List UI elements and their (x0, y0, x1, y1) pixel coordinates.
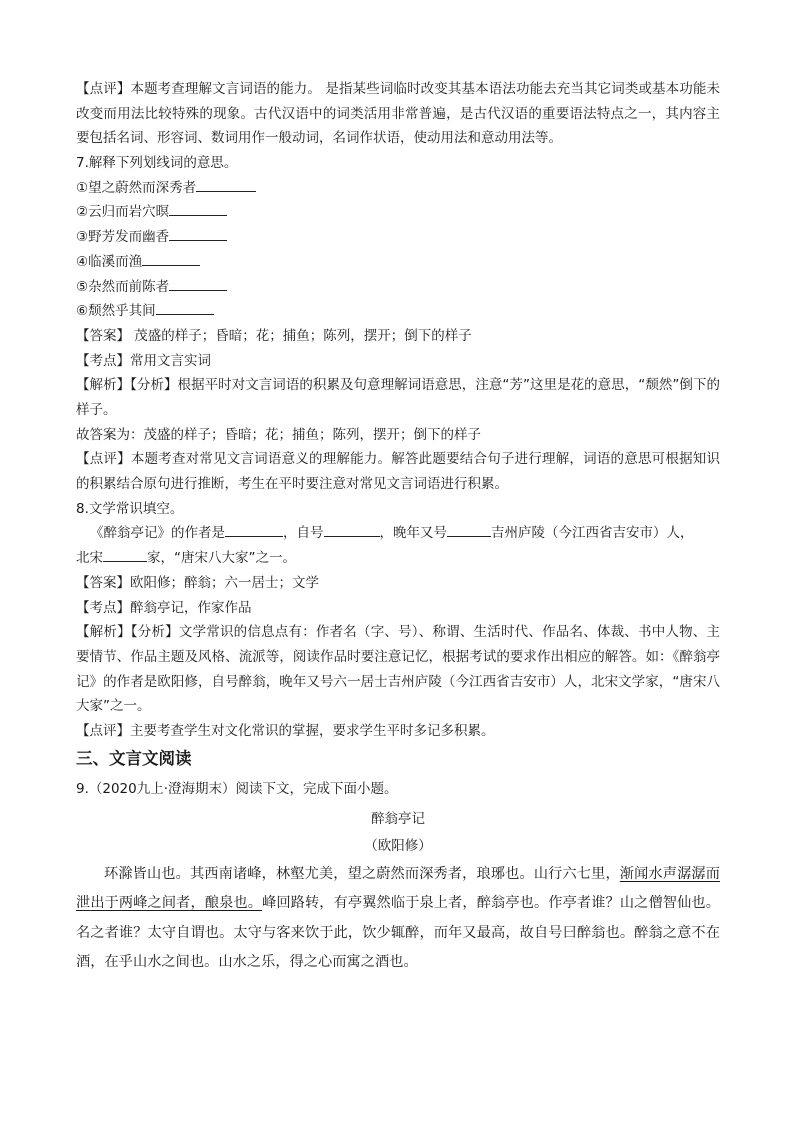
question-7-item-1: ①望之蔚然而深秀者 (76, 176, 720, 201)
underlined-sentence: 出于两峰之间者，酿泉也。 (90, 895, 263, 912)
question-7-analysis: 【解析】【分析】根据平时对文言词语的积累及句意理解词语意思，注意“芳”这里是花的意思，“颓然”倒下的样子。 (76, 377, 720, 418)
answer-blank (447, 522, 491, 537)
question-7-stem: 7.解释下列划线词的意思。 (76, 155, 238, 172)
question-7-answer: 【答案】 茂盛的样子；昏暗；花；捕鱼；陈列，摆开；倒下的样子 (76, 327, 472, 344)
answer-blank (169, 226, 227, 241)
question-7-point: 【考点】常用文言实词 (76, 352, 211, 369)
section-heading: 三、文言文阅读 (76, 748, 192, 768)
question-8-point: 【考点】醉翁亭记，作家作品 (76, 599, 252, 616)
question-8-fill-line-1: 《醉翁亭记》的作者是 ，自号 ，晚年又号 吉州庐陵（今江西省吉安市）人， (76, 521, 720, 546)
question-7-item-4: ④临溪而渔 (76, 250, 720, 275)
answer-blank (196, 177, 256, 192)
passage-body: 环滁皆山也。其西南诸峰，林壑尤美，望之蔚然而深秀者，琅琊也。山行六七里，渐闻水声潺潺而泄出于两峰之间者，酿泉也。峰回路转，有亭翼然临于泉上者，醉翁亭也。作亭者谁？山之僧智仙也。名之者谁？太守自谓也。太守与客来饮于此，饮少辄醉，而年又最高，故自号曰醉翁也。醉翁之意不在酒，在乎山水之间也。山水之乐，得之心而寓之酒也。 (76, 865, 720, 971)
question-7-item-5: ⑤杂然而前陈者 (76, 275, 720, 300)
answer-blank (142, 251, 200, 266)
question-7-review: 【点评】本题考查对常见文言词语意义的理解能力。解答此题要结合句子进行理解，词语的意思可根据知识的积累结合原句进行推断，考生在平时要注意对常见文言词语进行积累。 (76, 451, 721, 493)
question-8-fill-line-2: 北宋 家，“唐宋八大家”之一。 (76, 546, 720, 571)
underlined-sentence: 渐闻水声潺潺而泄 (76, 865, 720, 912)
question-7-conclusion: 故答案为：茂盛的样子；昏暗；花；捕鱼；陈列，摆开；倒下的样子 (76, 426, 481, 443)
review-tag: 【点评】 (76, 81, 131, 97)
passage-author: （欧阳修） (364, 837, 432, 854)
question-8-stem: 8.文学常识填空。 (76, 500, 184, 517)
question-8-analysis: 【解析】【分析】文学常识的信息点有：作者名（字、号）、称谓、生活时代、作品名、体裁、书中人物、主要情节、作品主题及风格、流派等，阅读作品时要注意记忆，根据考试的要求作出相应的解答。如：《醉翁亭记》的作者是欧阳修，自号醉翁，晚年又号六一居士吉州庐陵（今江西省吉安市）人，北宋文学家，“唐宋八大家”之一。 (76, 624, 721, 715)
question-8-answer: 【答案】欧阳修；醉翁；六一居士；文学 (76, 574, 319, 591)
review-paragraph-q6 (76, 77, 720, 151)
answer-blank (225, 522, 283, 537)
question-7-item-2: ②云归而岩穴暝 (76, 200, 720, 225)
review-text: 本题考查理解文言词语的能力。 是指某些词临时改变其基本语法功能去充当其它词类或基本功能未改变而用法比较特殊的现象。古代汉语中的词类活用非常普遍，是古代汉语的重要语法特点之一，其内容主要包括名词、形容词、数词用作一般动词，名词作状语，使动用法和意动用法等。 (76, 81, 721, 147)
question-7-item-6: ⑥颓然乎其间 (76, 299, 720, 324)
answer-blank (324, 522, 380, 537)
answer-blank (169, 276, 227, 291)
answer-blank (103, 547, 147, 562)
answer-blank (169, 201, 227, 216)
answer-blank (156, 300, 214, 315)
passage-title: 醉翁亭记 (371, 810, 425, 827)
question-9-stem: 9.（2020九上·澄海期末）阅读下文，完成下面小题。 (76, 780, 398, 797)
question-8-review: 【点评】主要考查学生对文化常识的掌握，要求学生平时多记多积累。 (76, 723, 495, 740)
document-page (76, 77, 720, 978)
question-7-item-3: ③野芳发而幽香 (76, 225, 720, 250)
